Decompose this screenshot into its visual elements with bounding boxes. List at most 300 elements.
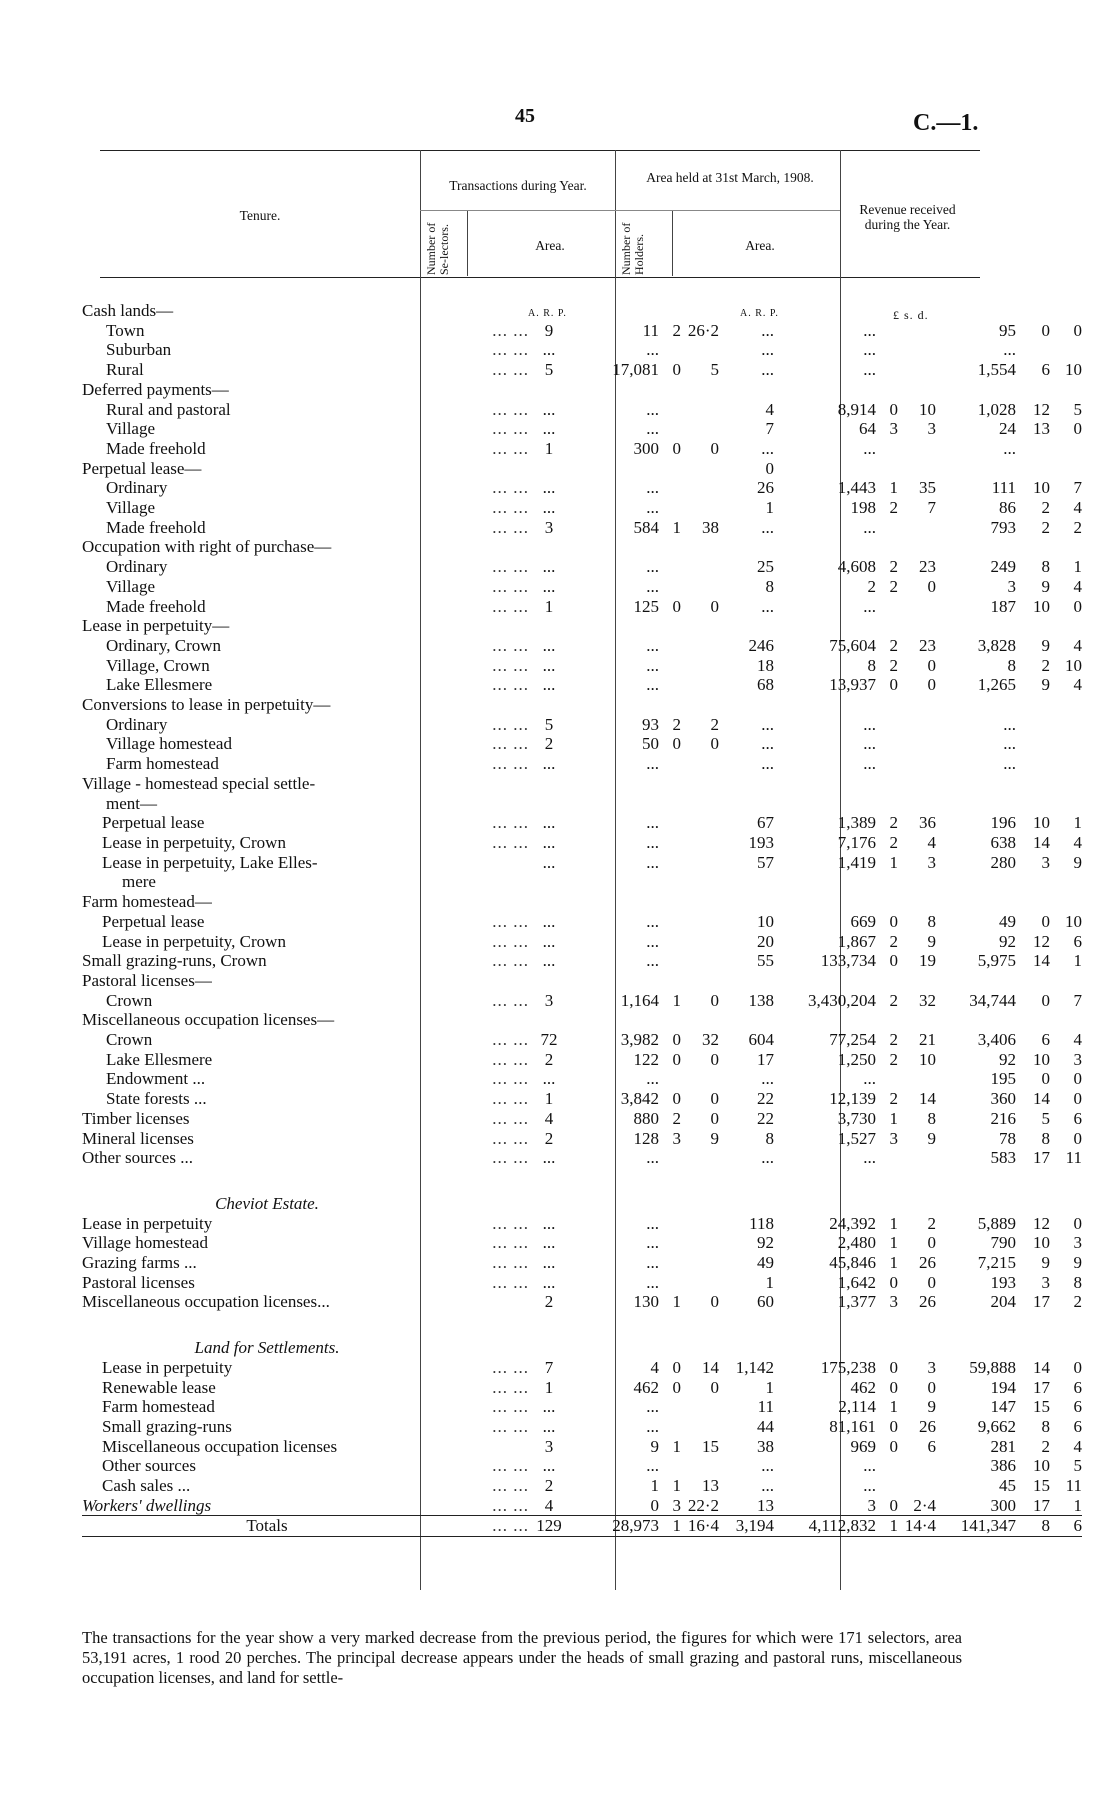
cell-p: 0	[710, 990, 719, 1010]
tenure-cell: Conversions to lease in perpetuity—	[82, 695, 331, 715]
cell-hp	[898, 892, 936, 912]
cell-d	[1050, 340, 1082, 360]
cell-d	[1050, 774, 1082, 794]
cell-sel: 2	[544, 1049, 554, 1069]
cell-sel: ...	[542, 635, 556, 655]
cell-hp	[898, 1010, 936, 1030]
cell-sel	[529, 971, 573, 991]
cell-p: 0	[710, 1089, 719, 1109]
cell-hr	[876, 1188, 898, 1214]
cell-a	[573, 971, 659, 991]
cell-hr: 2	[889, 832, 898, 852]
cell-d: 4	[1073, 1436, 1082, 1456]
cell-r	[659, 616, 681, 636]
cell-sel	[529, 695, 573, 715]
cell-hr	[876, 715, 898, 735]
cell-hr: 2	[889, 1089, 898, 1109]
cell-sel: ...	[542, 852, 556, 872]
cell-ha	[778, 616, 876, 636]
tenure-cell: Crown	[106, 1030, 153, 1050]
cell-s: 2	[1041, 655, 1050, 675]
table-row	[82, 1253, 1082, 1273]
leader-dots: ... ...	[492, 832, 529, 852]
cell-hr: 1	[889, 1233, 898, 1253]
cell-hold	[719, 1188, 778, 1214]
cell-hr	[876, 537, 898, 557]
table-row	[82, 419, 1082, 439]
cell-a: ...	[646, 754, 659, 774]
cell-hr	[876, 321, 898, 341]
table-row	[82, 813, 1082, 833]
cell-d: 4	[1073, 576, 1082, 596]
cell-p	[681, 833, 719, 853]
cell-l: ...	[1003, 714, 1016, 734]
cell-hold: 8	[765, 1128, 774, 1148]
cell-r	[659, 1456, 681, 1476]
leader-dots: ... ...	[492, 340, 529, 360]
cell-hp: 8	[927, 911, 936, 931]
cell-d	[1050, 794, 1082, 814]
cell-r	[659, 932, 681, 952]
cell-a: ...	[646, 951, 659, 971]
cell-hp	[898, 1148, 936, 1168]
cell-l: 34,744	[969, 990, 1016, 1010]
table-body	[82, 301, 1082, 1537]
tenure-cell: Deferred payments—	[82, 379, 229, 399]
tenure-cell: Village	[106, 498, 156, 518]
cell-s: 10	[1033, 1233, 1050, 1253]
tenure-cell: Perpetual lease	[102, 813, 205, 833]
cell-s	[1016, 616, 1050, 636]
cell-ha: 1,250	[837, 1049, 876, 1069]
cell-hp: 26	[919, 1416, 936, 1436]
tenure-cell	[82, 1312, 452, 1332]
total-hp: 14·4	[898, 1516, 936, 1537]
cell-ha: ...	[863, 1456, 876, 1476]
leader-dots: ... ...	[492, 320, 529, 340]
tenure-cell: Crown	[106, 990, 153, 1010]
cell-a: ...	[646, 655, 659, 675]
cell-a	[573, 872, 659, 892]
cell-sel	[529, 872, 573, 892]
cell-p	[681, 616, 719, 636]
cell-ha: 12,139	[829, 1089, 876, 1109]
cell-r	[659, 1312, 681, 1332]
cell-s: 12	[1033, 399, 1050, 419]
cell-p	[681, 1312, 719, 1332]
total-p: 16·4	[681, 1516, 719, 1537]
cell-hp: 35	[919, 478, 936, 498]
cell-a: 584	[633, 517, 659, 537]
cell-sel: ...	[542, 832, 556, 852]
cell-hr: 0	[889, 675, 898, 695]
cell-d: 1	[1073, 813, 1082, 833]
cell-sel: 1	[544, 596, 554, 616]
cell-hold: 4	[765, 399, 774, 419]
cell-s: 10	[1033, 596, 1050, 616]
cell-hold: 246	[748, 635, 774, 655]
cell-r	[659, 1214, 681, 1234]
cell-d: 6	[1073, 1377, 1082, 1397]
cell-l: 280	[990, 852, 1016, 872]
cell-hp: 8	[927, 1108, 936, 1128]
cell-d: 1	[1073, 1495, 1082, 1515]
cell-hold: 20	[757, 931, 774, 951]
total-sel: 129	[529, 1516, 573, 1537]
cell-s	[1016, 459, 1050, 479]
table-row	[82, 557, 1082, 577]
cell-s	[1016, 872, 1050, 892]
cell-hr: 2	[889, 990, 898, 1010]
cell-hold: 0	[765, 458, 774, 478]
document-reference: C.—1.	[913, 110, 979, 136]
cell-l: 92	[999, 931, 1016, 951]
page-number: 45	[515, 105, 535, 127]
cell-hp: 0	[927, 576, 936, 596]
cell-a	[573, 794, 659, 814]
cell-hold: 1	[765, 1272, 774, 1292]
cell-sel	[529, 774, 573, 794]
cell-s	[1016, 1010, 1050, 1030]
cell-l	[936, 774, 1016, 794]
cell-p	[681, 1188, 719, 1214]
cell-hold: ...	[761, 1069, 774, 1089]
cell-a: ...	[646, 832, 659, 852]
cell-l: 78	[999, 1128, 1016, 1148]
cell-ha: 1,443	[837, 478, 876, 498]
cell-sel	[529, 1312, 573, 1332]
cell-hp: 0	[927, 1233, 936, 1253]
cell-sel	[529, 616, 573, 636]
cell-ha: ...	[863, 517, 876, 537]
cell-a	[573, 1168, 659, 1188]
cell-sel: 4	[544, 1108, 554, 1128]
leader-dots	[452, 774, 529, 794]
leader-dots: ... ...	[492, 1233, 529, 1253]
cell-p	[681, 636, 719, 656]
cell-sel: ...	[542, 498, 556, 518]
table-row	[82, 1496, 1082, 1516]
cell-s	[1016, 892, 1050, 912]
cell-l	[936, 1168, 1016, 1188]
cell-ha: 1,377	[837, 1292, 876, 1312]
cell-s: 14	[1033, 1357, 1050, 1377]
cell-s: 14	[1033, 951, 1050, 971]
cell-hr: 2	[889, 557, 898, 577]
cell-l: 187	[990, 596, 1016, 616]
total-hold: 3,194	[719, 1516, 778, 1537]
cell-d	[1050, 754, 1082, 774]
cell-ha	[778, 872, 876, 892]
tenure-cell: Miscellaneous occupation licenses	[102, 1436, 338, 1456]
cell-s	[1016, 1188, 1050, 1214]
cell-r: 2	[672, 320, 681, 340]
cell-hold: 67	[757, 813, 774, 833]
cell-hp: 2·4	[913, 1495, 936, 1515]
table-row	[82, 1148, 1082, 1168]
cell-p	[681, 1417, 719, 1437]
leader-dots: ... ...	[492, 557, 529, 577]
cell-hr	[876, 340, 898, 360]
cell-r	[659, 1273, 681, 1293]
cell-hr: 1	[889, 852, 898, 872]
cell-d: 6	[1073, 931, 1082, 951]
cell-a: ...	[646, 1397, 659, 1417]
cell-hr	[876, 1168, 898, 1188]
cell-l: 249	[990, 557, 1016, 577]
holders-heading: Number of Holders.	[619, 222, 646, 275]
cell-r	[659, 794, 681, 814]
cell-r	[659, 1188, 681, 1214]
tenure-cell: mere	[122, 872, 156, 892]
leader-dots	[452, 1168, 529, 1188]
cell-sel: ...	[542, 951, 556, 971]
cell-r	[659, 1397, 681, 1417]
tenure-cell: Timber licenses	[82, 1108, 190, 1128]
table-row	[82, 774, 1082, 794]
cell-s: 0	[1041, 990, 1050, 1010]
cell-d: 4	[1073, 1030, 1082, 1050]
cell-s: 9	[1041, 1253, 1050, 1273]
cell-a: ...	[646, 675, 659, 695]
cell-hr: 1	[889, 1397, 898, 1417]
selectors-heading: Number of Se-lectors.	[424, 222, 451, 275]
cell-s	[1016, 715, 1050, 735]
cell-sel: ...	[542, 340, 556, 360]
cell-a	[573, 892, 659, 912]
cell-l: 194	[990, 1377, 1016, 1397]
cell-d	[1050, 537, 1082, 557]
cell-hr: 0	[889, 1357, 898, 1377]
cell-l	[936, 380, 1016, 400]
leader-dots	[452, 892, 529, 912]
cell-d	[1050, 1168, 1082, 1188]
leader-dots	[452, 794, 529, 814]
cell-hp	[898, 1312, 936, 1332]
cell-ha: 77,254	[829, 1030, 876, 1050]
cell-hold: ...	[761, 596, 774, 616]
cell-l: 9,662	[977, 1416, 1016, 1436]
cell-hold: ...	[761, 340, 774, 360]
cell-hp: 26	[919, 1253, 936, 1273]
cell-s: 10	[1033, 478, 1050, 498]
leader-dots	[452, 695, 529, 715]
tenure-cell: Miscellaneous occupation licenses—	[82, 1010, 335, 1030]
cell-hold: 49	[757, 1253, 774, 1273]
leader-dots: ... ...	[492, 498, 529, 518]
table-row	[82, 1089, 1082, 1109]
cell-hp: 0	[927, 655, 936, 675]
tenure-cell: State forests ...	[106, 1089, 207, 1109]
cell-hr	[876, 1069, 898, 1089]
cell-l: 1,554	[977, 360, 1016, 380]
cell-d: 5	[1073, 1456, 1082, 1476]
cell-hp: 10	[919, 399, 936, 419]
cell-a: 3,982	[620, 1030, 659, 1050]
leader-dots	[452, 537, 529, 557]
cell-a: 17,081	[612, 360, 659, 380]
cell-r: 3	[672, 1128, 681, 1148]
cell-hold	[719, 774, 778, 794]
table-row	[82, 1188, 1082, 1214]
leader-dots: ... ...	[492, 931, 529, 951]
cell-l	[936, 1332, 1016, 1358]
table-row	[82, 951, 1082, 971]
cell-hp: 3	[927, 419, 936, 439]
leader-dots	[452, 616, 529, 636]
cell-hp: 23	[919, 635, 936, 655]
cell-l: 281	[990, 1436, 1016, 1456]
total-s: 8	[1016, 1516, 1050, 1537]
cell-l	[936, 872, 1016, 892]
tenure-cell: Mineral licenses	[82, 1128, 194, 1148]
table-row	[82, 518, 1082, 538]
cell-a: 0	[650, 1495, 659, 1515]
cell-hp	[898, 321, 936, 341]
cell-hold	[719, 380, 778, 400]
cell-l: 92	[999, 1049, 1016, 1069]
cell-sel	[529, 380, 573, 400]
cell-l: 3,406	[977, 1030, 1016, 1050]
cell-s: 3	[1041, 1272, 1050, 1292]
cell-a	[573, 459, 659, 479]
cell-hp: 0	[927, 675, 936, 695]
cell-hr	[876, 892, 898, 912]
cell-p: 15	[702, 1436, 719, 1456]
cell-d: 8	[1073, 1272, 1082, 1292]
cell-hr	[876, 1332, 898, 1358]
leader-dots: ... ...	[492, 635, 529, 655]
table-row	[82, 734, 1082, 754]
leader-dots: ... ...	[492, 1213, 529, 1233]
cell-s	[1016, 301, 1050, 321]
cell-ha	[778, 1010, 876, 1030]
cell-s	[1016, 794, 1050, 814]
cell-a	[573, 1312, 659, 1332]
cell-r: 1	[672, 990, 681, 1010]
cell-d: 0	[1073, 1069, 1082, 1089]
cell-l	[936, 459, 1016, 479]
cell-s	[1016, 734, 1050, 754]
cell-r: 0	[672, 438, 681, 458]
table-row	[82, 537, 1082, 557]
cell-p	[681, 1332, 719, 1358]
tenure-cell: Other sources	[102, 1456, 196, 1476]
cell-a: 1	[650, 1476, 659, 1496]
cell-l: 8	[1007, 655, 1016, 675]
cell-s: 13	[1033, 419, 1050, 439]
table-row	[82, 1030, 1082, 1050]
leader-dots: ... ...	[492, 438, 529, 458]
cell-hp	[898, 734, 936, 754]
cell-s: 8	[1041, 557, 1050, 577]
cell-hp: 9	[927, 1128, 936, 1148]
cell-hp	[898, 1332, 936, 1358]
tenure-cell: Village - homestead special settle-	[82, 773, 316, 793]
cell-hr	[876, 459, 898, 479]
cell-sel	[529, 1332, 573, 1358]
cell-s: 17	[1033, 1377, 1050, 1397]
cell-hp	[898, 537, 936, 557]
total-r: 1	[659, 1516, 681, 1537]
cell-ha: 81,161	[829, 1416, 876, 1436]
cell-hold: ...	[761, 1476, 774, 1496]
cell-p	[681, 853, 719, 873]
cell-p	[681, 380, 719, 400]
cell-sel: ...	[542, 1253, 556, 1273]
table-row	[82, 1214, 1082, 1234]
cell-ha: 175,238	[820, 1357, 876, 1377]
cell-d: 3	[1073, 1233, 1082, 1253]
table-row	[82, 971, 1082, 991]
cell-a: ...	[646, 635, 659, 655]
cell-d	[1050, 439, 1082, 459]
cell-hr	[876, 439, 898, 459]
cell-r	[659, 833, 681, 853]
cell-r	[659, 872, 681, 892]
cell-a: ...	[646, 576, 659, 596]
table-row	[82, 340, 1082, 360]
totals-row	[82, 1516, 1082, 1537]
cell-ha	[778, 301, 876, 321]
leader-dots	[452, 301, 529, 321]
cell-p: 26·2	[687, 320, 719, 340]
cell-l: 360	[990, 1089, 1016, 1109]
cell-p	[681, 912, 719, 932]
tenure-cell: Farm homestead	[106, 754, 219, 774]
cell-hold: 17	[757, 1049, 774, 1069]
cell-hp: 3	[927, 852, 936, 872]
cell-sel: 3	[544, 990, 554, 1010]
table-row	[82, 872, 1082, 892]
cell-p	[681, 301, 719, 321]
leader-dots: ... ...	[492, 576, 529, 596]
leader-dots: ... ...	[492, 1049, 529, 1069]
leader-dots: ... ...	[492, 1272, 529, 1292]
cell-a: ...	[646, 813, 659, 833]
cell-ha	[778, 537, 876, 557]
cell-sel	[529, 892, 573, 912]
cell-l	[936, 1010, 1016, 1030]
cell-a	[573, 695, 659, 715]
table-row	[82, 794, 1082, 814]
cell-r: 1	[672, 1436, 681, 1456]
cell-ha: 462	[850, 1377, 876, 1397]
cell-hp	[898, 1069, 936, 1089]
cell-ha: 969	[850, 1436, 876, 1456]
cell-hp	[898, 1476, 936, 1496]
tenure-cell: Workers' dwellings	[82, 1495, 212, 1515]
cell-a	[573, 616, 659, 636]
cell-hold: 10	[757, 911, 774, 931]
cell-sel: 5	[544, 714, 554, 734]
cell-r	[659, 1148, 681, 1168]
cell-l: 195	[990, 1069, 1016, 1089]
cell-a	[573, 1332, 659, 1358]
cell-l	[936, 537, 1016, 557]
cell-sel: 1	[544, 438, 554, 458]
cell-sel: ...	[542, 557, 556, 577]
cell-r	[659, 478, 681, 498]
cell-d	[1050, 1332, 1082, 1358]
cell-s: 8	[1041, 1128, 1050, 1148]
cell-p	[681, 656, 719, 676]
cell-ha: 75,604	[829, 635, 876, 655]
cell-d: 4	[1073, 832, 1082, 852]
subhead-rule	[420, 210, 840, 211]
cell-hr	[876, 518, 898, 538]
cell-hold	[719, 872, 778, 892]
